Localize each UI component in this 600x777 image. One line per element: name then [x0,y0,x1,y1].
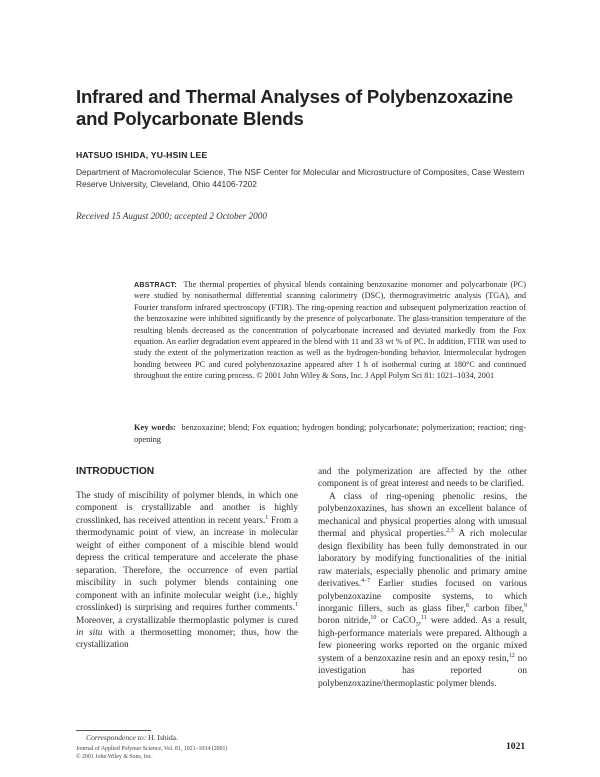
abstract-text: The thermal properties of physical blends containing benzoxazine monomer and polycarbonate (PC) were studied by nonisothermal differential scanning calorimetry (DSC), thermogravimetric analysis (TGA), and Fourier transform infrared spectroscopy (FTIR). The ring-opening reaction and subsequent polymerization reaction of the benzoxazine were inhibited significantly by the presence of polycarbonate. The glass-transition temperature of the resulting blends decreased as the concentration of polycarbonate increased and deviated markedly from the Fox equation. An earlier degradation event appeared in the blend with 11 and 33 wt % of PC. In addition, FTIR was used to study the extent of the polymerization reaction as well as the hydrogen-bonding behavior. Intermolecular hydrogen bonding between PC and cured polybenzoxazine appeared after 1 h of isothermal curing at 180°C and continued throughout the entire curing process. © 2001 John Wiley & Sons, Inc. J Appl Polym Sci 81: 1021–1034, 2001 [134,280,526,381]
citation-ref: 2,3 [446,528,454,535]
subscript: 3 [415,622,419,629]
text-run: or CaCO [376,616,416,627]
keywords-label: Key words: [134,423,176,432]
copyright-line: © 2001 John Wiley & Sons, Inc. [76,754,153,761]
text-run: carbon fiber, [468,603,524,614]
citation-ref: 9 [524,602,527,609]
text-run: Earlier studies focused on various polybenzoxazine composite systems, to which inorganic fillers, such as glass fiber, [318,579,527,614]
journal-info [76,745,227,762]
intro-paragraph-2 [318,491,527,690]
intro-paragraph-1 [76,490,298,652]
paper-title: Infrared and Thermal Analyses of Polybenzoxazine and Polycarbonate Blends [76,86,513,129]
text-run: The study of miscibility of polymer blends, in which one component is crystallizable and another is highly crosslinked, has received attention in recent years. [76,491,298,526]
journal-line: Journal of Applied Polymer Science, Vol. 81, 1021–1034 (2001) [76,746,228,752]
citation-ref: 10 [370,615,377,622]
citation-ref: 12 [508,652,515,659]
citation-ref: 11 [421,615,427,622]
text-run: no investigation has reported on polybenzoxazine/thermoplastic polymer blends. [318,653,527,689]
correspondence-label: Correspondence to: [86,733,147,742]
text-run: Moreover, a crystallizable thermoplastic polymer is cured [76,615,298,626]
citation-ref: 4–7 [361,577,371,584]
section-heading-introduction: INTRODUCTION [76,466,155,477]
abstract-label: ABSTRACT: [134,280,177,289]
abstract [134,279,526,382]
left-column [76,490,298,652]
text-run: A class of ring-opening phenolic resins, the polybenzoxazines, has shown an excellent balance of mechanical and physical properties along with unusual thermal and physical properties. [318,491,527,540]
keywords-text: benzoxazine; blend; Fox equation; hydrogen bonding; polycarbonate; polymerization; reaction; ring-opening [134,423,527,444]
footnote-rule [76,730,151,731]
right-column [318,466,527,690]
italic-text: in situ [76,627,103,638]
text-run: boron nitride, [318,616,371,627]
text-run: From a thermodynamic point of view, an increase in molecular weight of either component of a miscible blend would depress the critical temperature and accelerate the phase separation. Therefore, the occurrence of even partial miscibility in such polymer blends containing one component with an infinite molecular weight (i.e., highly crosslinked) is surprising and requires further comments. [76,515,298,614]
citation-ref: 8 [465,602,469,609]
text-run: with a thermosetting monomer; thus, how the crystallization [76,627,298,651]
intro-paragraph-continued: and the polymerization are affected by the other component is of great interest and needs to be clarified. [318,467,527,490]
citation-ref: 1 [295,601,298,608]
text-run: A rich molecular design flexibility has been fully demonstrated in our laboratory by modifying functionalities of the initial raw materials, especially phenolic and primary amine derivatives. [318,529,527,590]
page-number: 1021 [506,741,526,752]
text-run: , [418,616,422,627]
authors: HATSUO ISHIDA, YU-HSIN LEE [76,150,208,160]
received-dates: Received 15 August 2000; accepted 2 October 2000 [76,211,267,221]
keywords [134,422,526,445]
text-run: were added. As a result, high-performance materials were prepared. Although a few pioneering works reported on the organic mixed system of a benzoxazine resin and an epoxy resin, [318,616,527,664]
correspondence-note [86,733,178,742]
affiliation: Department of Macromolecular Science, The NSF Center for Molecular and Microstructure of Composites, Case Western Reserve University, Cleveland, Ohio 44106-7202 [76,167,525,189]
citation-ref: 1 [265,514,269,521]
correspondence-name: H. Ishida. [146,733,178,742]
